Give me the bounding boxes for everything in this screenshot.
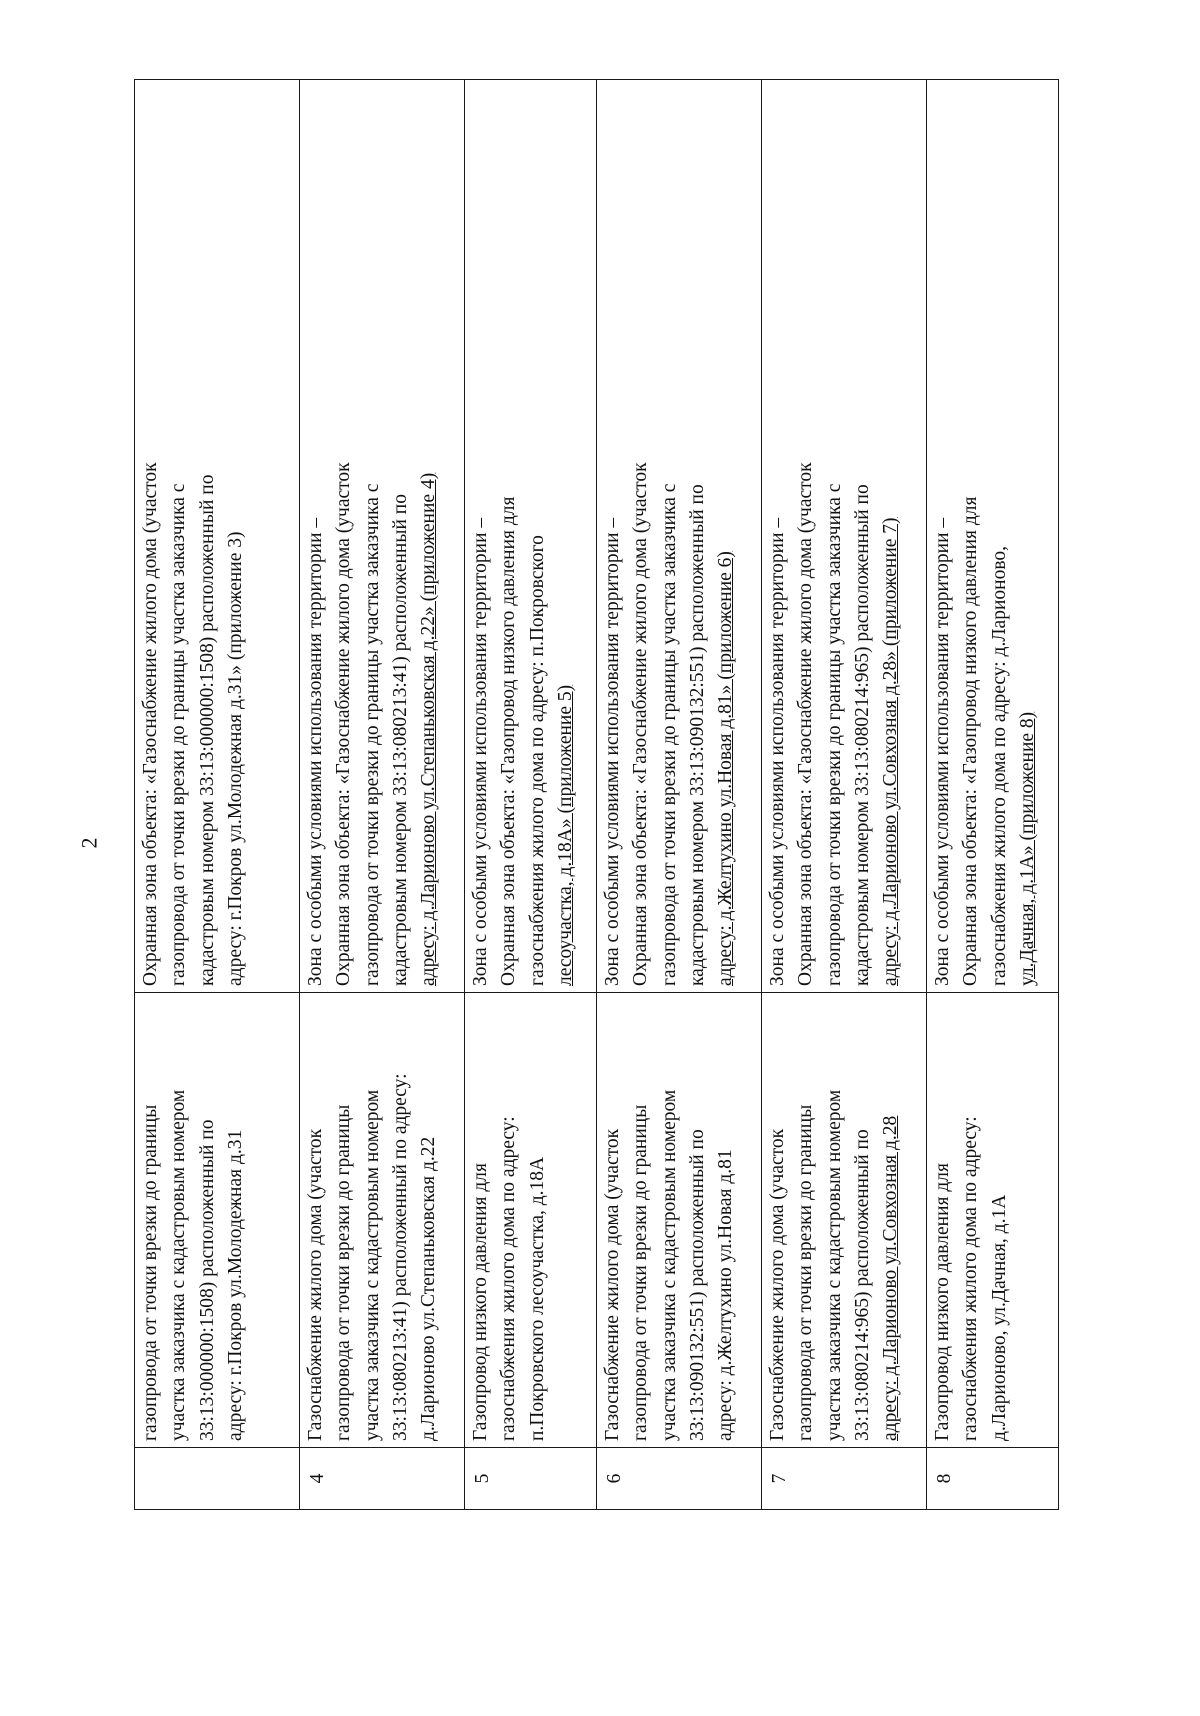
table-row [135,80,300,1510]
rotated-table-wrapper [134,80,1059,1510]
row-number: 6 [597,1448,762,1510]
zone-description: Зона с особыми условиями использования территории – Охранная зона объекта: «Газопровод низкого давления для газоснабжения жилого дома по адресу: д.Ларионово, ул.Дачная, д.1А» (приложение 8) [927,80,1059,993]
page-number: 2 [76,837,102,849]
row-number: 4 [300,1448,465,1510]
object-description: Газоснабжение жилого дома (участок газопровода от точки врезки до границы участка заказчика с кадастровым номером 33:13:080213:41) расположенный по адресу: д.Ларионово ул.Степаньковская д.22 [300,993,465,1448]
zone-description: Зона с особыми условиями использования территории – Охранная зона объекта: «Газоснабжение жилого дома (участок газопровода от точки врезки до границы участка заказчика с кадастровым номером 33:13:080214:965) расположенный по адресу: д.Ларионово ул.Совхозная д.28» (приложение 7) [762,80,927,993]
zone-description: Зона с особыми условиями использования территории – Охранная зона объекта: «Газоснабжение жилого дома (участок газопровода от точки врезки до границы участка заказчика с кадастровым номером 33:13:080213:41) расположенный по адресу: д.Ларионово ул.Степаньковская д.22» (приложение 4) [300,80,465,993]
table-row [927,80,1059,1510]
zone-description: Зона с особыми условиями использования территории – Охранная зона объекта: «Газопровод низкого давления для газоснабжения жилого дома по адресу: п.Покровского лесоучастка, д.18А» (приложение 5) [465,80,597,993]
object-description: Газоснабжение жилого дома (участок газопровода от точки врезки до границы участка заказчика с кадастровым номером 33:13:080214:965) расположенный по адресу: д.Ларионово ул.Совхозная д.28 [762,993,927,1448]
zone-description: Зона с особыми условиями использования территории – Охранная зона объекта: «Газоснабжение жилого дома (участок газопровода от точки врезки до границы участка заказчика с кадастровым номером 33:13:090132:551) расположенный по адресу: д.Желтухино ул.Новая д.81» (приложение 6) [597,80,762,993]
table-row [597,80,762,1510]
object-description: Газопровод низкого давления для газоснабжения жилого дома по адресу: д.Ларионово, ул.Дачная, д.1А [927,993,1059,1448]
object-description: Газоснабжение жилого дома (участок газопровода от точки врезки до границы участка заказчика с кадастровым номером 33:13:090132:551) расположенный по адресу: д.Желтухино ул.Новая д.81 [597,993,762,1448]
row-number: 8 [927,1448,1059,1510]
object-description: Газопровод низкого давления для газоснабжения жилого дома по адресу: п.Покровского лесоучастка, д.18А [465,993,597,1448]
table-row [762,80,927,1510]
row-number: 5 [465,1448,597,1510]
object-description: газопровода от точки врезки до границы участка заказчика с кадастровым номером 33:13:000000:1508) расположенный по адресу: г.Покров ул.Молодежная д.31 [135,993,300,1448]
table-row [465,80,597,1510]
table-row [300,80,465,1510]
row-number [135,1448,300,1510]
row-number: 7 [762,1448,927,1510]
zone-description: Охранная зона объекта: «Газоснабжение жилого дома (участок газопровода от точки врезки до границы участка заказчика с кадастровым номером 33:13:000000:1508) расположенный по адресу: г.Покров ул.Молодежная д.31» (приложение 3) [135,80,300,993]
zones-table [134,79,1059,1510]
